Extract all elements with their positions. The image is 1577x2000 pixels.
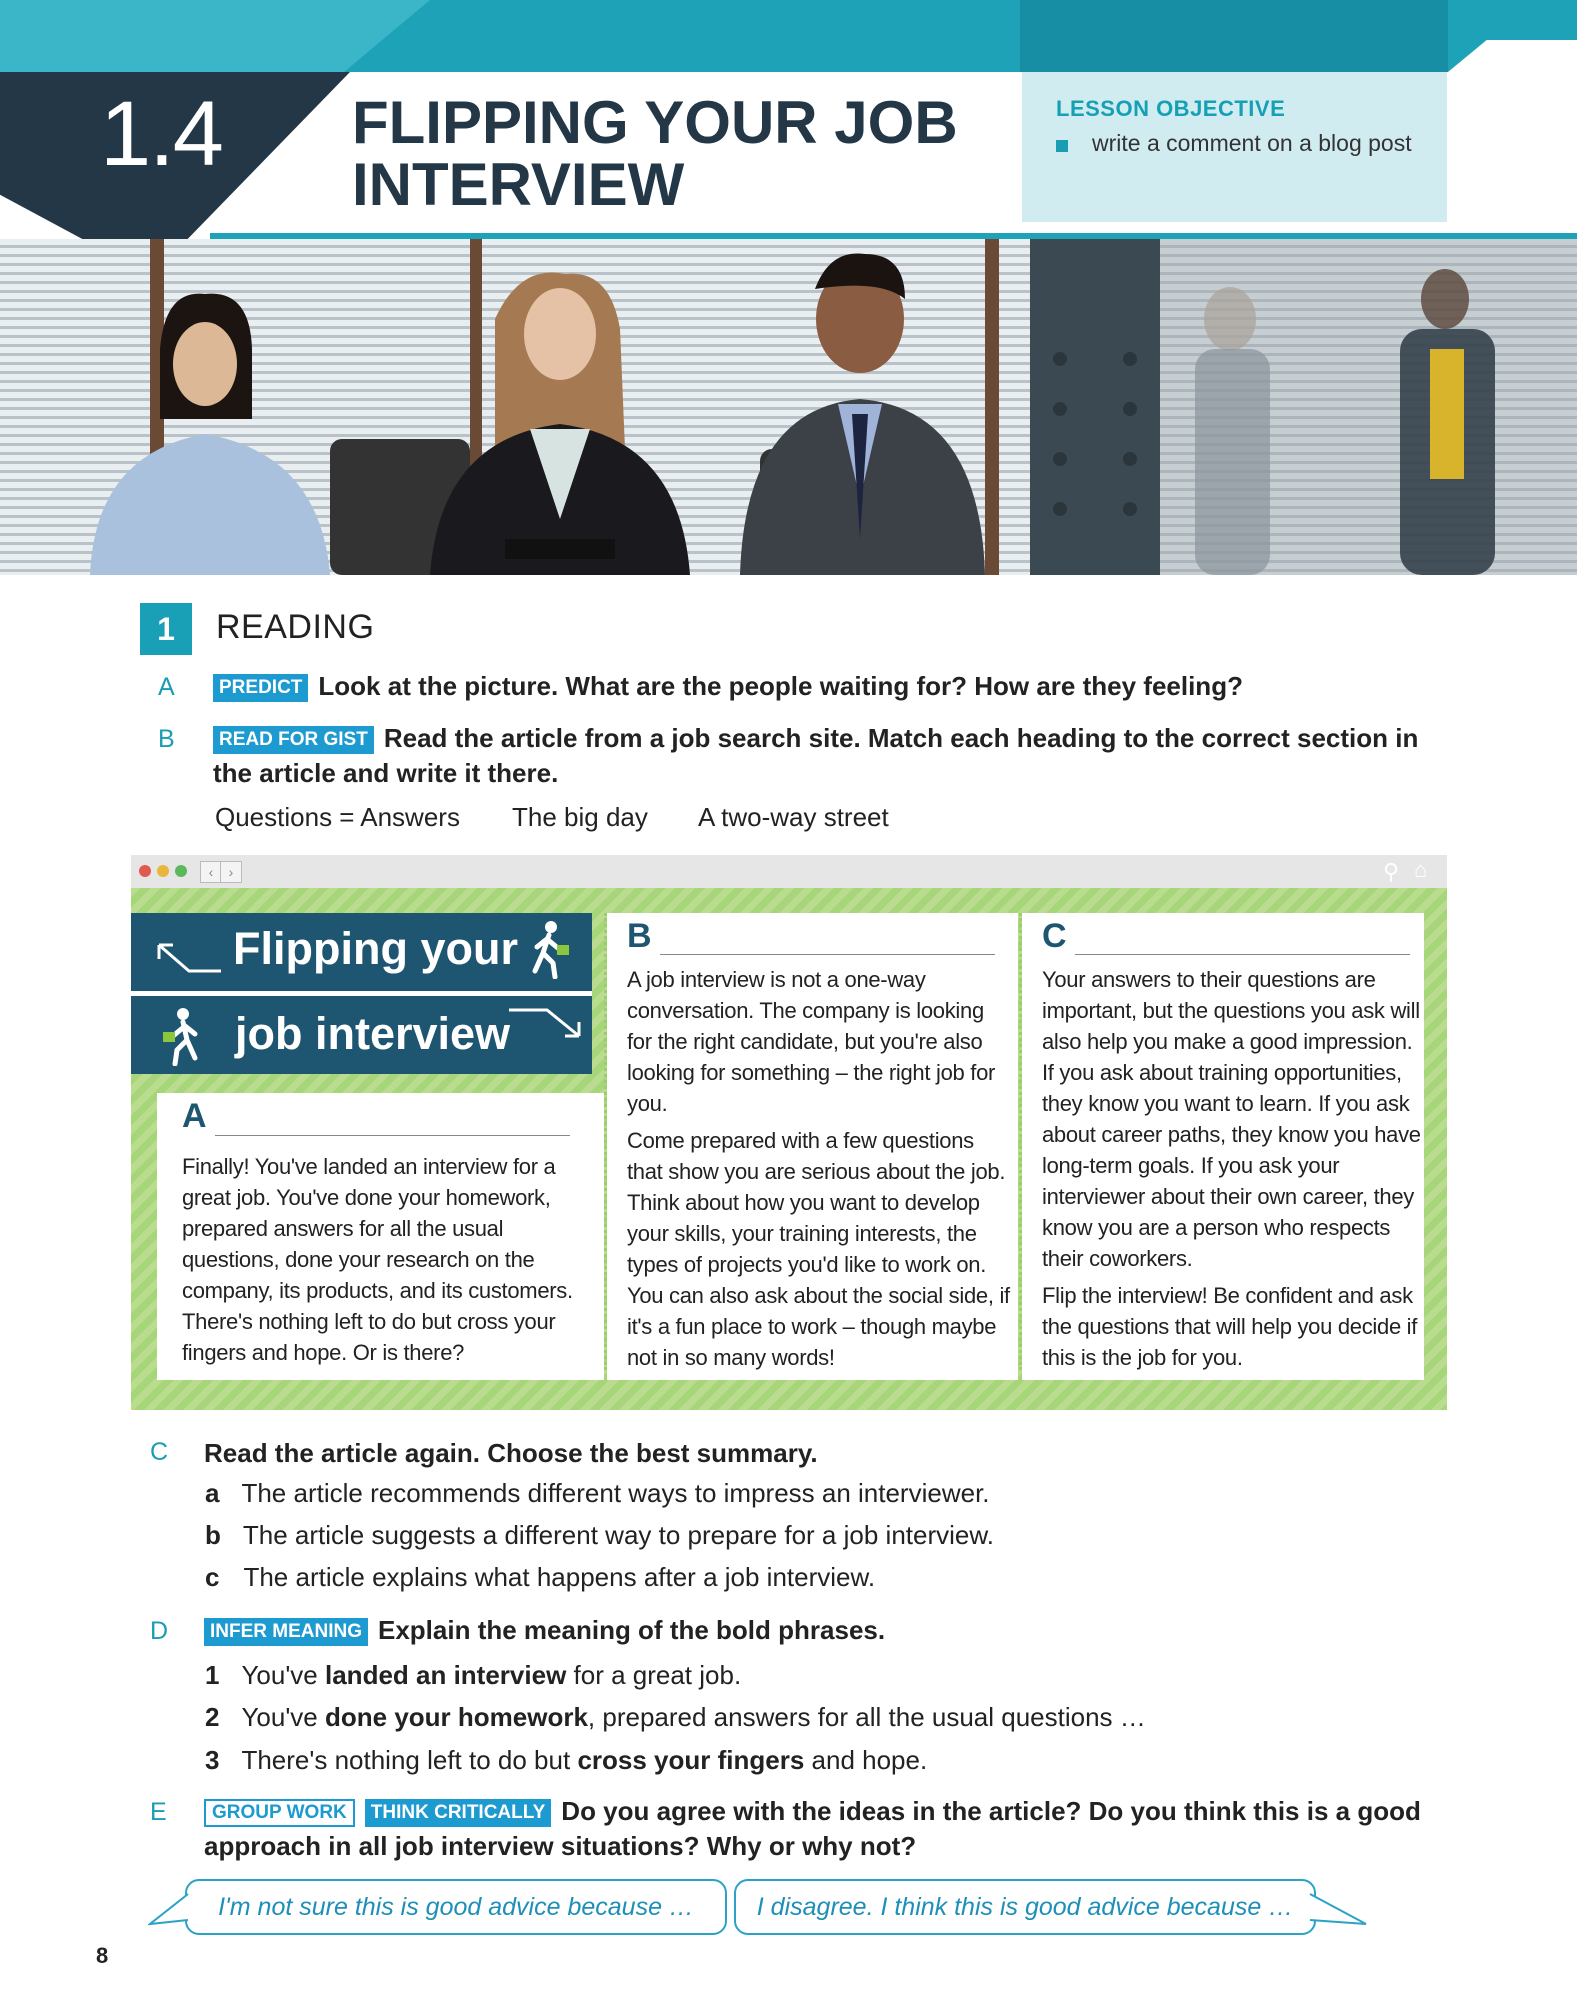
heading-option-2: The big day bbox=[512, 802, 648, 832]
column-c-heading-blank bbox=[1075, 954, 1410, 955]
task-b-text: Read the article from a job search site. Match each heading to the correct section in the article and write it there. bbox=[213, 723, 1419, 788]
window-close-dot bbox=[139, 865, 151, 877]
bold-phrase: landed an interview bbox=[325, 1660, 567, 1690]
heading-option-3: A two-way street bbox=[698, 802, 889, 832]
summary-option bbox=[205, 1478, 990, 1509]
article-title-line2: job interview bbox=[235, 1008, 511, 1059]
speech-bubble: I disagree. I think this is good advice because … bbox=[734, 1879, 1316, 1935]
option-text: The article recommends different ways to impress an interviewer. bbox=[241, 1478, 990, 1508]
arrow-down-right-icon bbox=[507, 1004, 587, 1044]
task-d-text-bold: bold bbox=[716, 1615, 771, 1645]
column-b-text bbox=[627, 964, 1012, 1379]
column-c-label: C bbox=[1042, 917, 1067, 955]
task-c-letter: C bbox=[150, 1438, 169, 1466]
column-a-label: A bbox=[182, 1097, 207, 1135]
item-number: 2 bbox=[205, 1702, 220, 1732]
article-column-c bbox=[1022, 913, 1424, 1380]
speech-bubble: I'm not sure this is good advice because … bbox=[185, 1879, 727, 1935]
speech-bubble-tail bbox=[148, 1890, 198, 1930]
phrase-item bbox=[205, 1660, 741, 1691]
search-icon: ⚲ bbox=[1383, 859, 1400, 884]
item-number: 3 bbox=[205, 1745, 220, 1775]
section-number: 1 bbox=[140, 603, 192, 655]
column-b-heading-blank bbox=[660, 954, 995, 955]
heading-option-1: Questions = Answers bbox=[215, 802, 460, 832]
task-a-text: Look at the picture. What are the people waiting for? How are they feeling? bbox=[318, 671, 1243, 701]
column-c-paragraph-1: Your answers to their questions are important, but the questions you ask will also help you make a good impression. If you ask about training opportunities, they know you want to learn. If you ask about career paths, they know you have long-term goals. If you ask your interviewer about their own career, they know you are a person who respects their coworkers. bbox=[1042, 967, 1421, 1271]
back-arrow-icon: ‹ bbox=[200, 861, 222, 883]
bold-phrase: cross your fingers bbox=[577, 1745, 805, 1775]
column-b-paragraph-2: Come prepared with a few questions that show you are serious about the job. Think about how you want to develop your skills, your training interests, the types of projects you'd like to work on. You can also ask about the social side, if it's a fun place to work – though maybe not in so many words! bbox=[627, 1128, 1010, 1370]
phrase-item bbox=[205, 1745, 927, 1776]
column-a-paragraph-1: Finally! You've landed an interview for a great job. You've done your homework, prepared answers for all the usual questions, done your research on the company, its products, and its customers. There's nothing left to do but cross your fingers and hope. Or is there? bbox=[182, 1154, 573, 1365]
predict-tag: PREDICT bbox=[213, 674, 308, 702]
bold-phrase: done your homework bbox=[325, 1702, 588, 1732]
article-title-banner-2 bbox=[131, 996, 592, 1074]
column-b-paragraph-1: A job interview is not a one-way conversation. The company is looking for the right candidate, but you're also looking for something – the right job for you. bbox=[627, 967, 996, 1116]
lesson-objective-heading: LESSON OBJECTIVE bbox=[1056, 96, 1286, 121]
walking-person-icon bbox=[159, 1006, 209, 1066]
speech-bubble-tail bbox=[1300, 1890, 1370, 1930]
task-d-text-pre: Explain the meaning of the bbox=[378, 1615, 717, 1645]
task-e-letter: E bbox=[150, 1798, 167, 1826]
option-key: c bbox=[205, 1562, 220, 1592]
window-minimize-dot bbox=[157, 865, 169, 877]
lesson-title-line2: INTERVIEW bbox=[352, 151, 685, 218]
walking-person-icon bbox=[523, 919, 573, 979]
item-text: , prepared answers for all the usual questions … bbox=[587, 1702, 1146, 1732]
task-a bbox=[213, 669, 1413, 704]
column-a-text bbox=[182, 1151, 592, 1374]
task-b bbox=[213, 721, 1423, 791]
window-maximize-dot bbox=[175, 865, 187, 877]
option-text: The article explains what happens after a job interview. bbox=[243, 1562, 876, 1592]
section-title: READING bbox=[216, 608, 375, 646]
item-text: You've bbox=[241, 1702, 325, 1732]
article-title-banner-1 bbox=[131, 913, 592, 996]
infer-meaning-tag: INFER MEANING bbox=[204, 1618, 368, 1646]
forward-arrow-icon: › bbox=[220, 861, 242, 883]
column-a-heading-blank bbox=[215, 1135, 570, 1136]
option-text: The article suggests a different way to prepare for a job interview. bbox=[242, 1520, 994, 1550]
task-e bbox=[204, 1794, 1444, 1864]
column-c-text bbox=[1042, 964, 1422, 1379]
arrow-up-left-icon bbox=[153, 939, 223, 979]
task-a-letter: A bbox=[158, 673, 175, 701]
column-c-paragraph-2: Flip the interview! Be confident and ask the questions that will help you decide if this is the job for you. bbox=[1042, 1283, 1418, 1370]
article-title-line1: Flipping your bbox=[233, 923, 518, 974]
article-column-b bbox=[607, 913, 1018, 1380]
group-work-tag: GROUP WORK bbox=[204, 1799, 355, 1827]
item-number: 1 bbox=[205, 1660, 220, 1690]
page-number: 8 bbox=[96, 1943, 109, 1968]
option-key: a bbox=[205, 1478, 220, 1508]
task-c-text: Read the article again. Choose the best summary. bbox=[204, 1438, 818, 1468]
lesson-title-line1: FLIPPING YOUR JOB bbox=[352, 89, 958, 156]
task-d-text-post: phrases. bbox=[770, 1615, 886, 1645]
item-text: You've bbox=[241, 1660, 325, 1690]
phrase-item bbox=[205, 1702, 1146, 1733]
objective-bullet-icon bbox=[1056, 140, 1068, 152]
article-column-a bbox=[157, 1093, 604, 1380]
summary-option bbox=[205, 1562, 875, 1593]
task-e-text: Do you agree with the ideas in the article? Do you think this is a good approach in all job interview situations? Why or why not? bbox=[204, 1796, 1421, 1861]
task-b-letter: B bbox=[158, 725, 175, 753]
task-d bbox=[204, 1613, 885, 1648]
item-text: and hope. bbox=[804, 1745, 928, 1775]
read-for-gist-tag: READ FOR GIST bbox=[213, 726, 374, 754]
lesson-title bbox=[352, 89, 992, 218]
lesson-number: 1.4 bbox=[100, 83, 222, 185]
column-b-label: B bbox=[627, 917, 652, 955]
lesson-objective-text: write a comment on a blog post bbox=[1092, 130, 1412, 156]
item-text: There's nothing left to do but bbox=[241, 1745, 578, 1775]
browser-toolbar bbox=[131, 855, 1447, 888]
top-band-dark bbox=[1020, 0, 1448, 72]
photo-illustration bbox=[0, 239, 1577, 575]
think-critically-tag: THINK CRITICALLY bbox=[365, 1799, 552, 1827]
lesson-photo bbox=[0, 239, 1577, 575]
task-d-letter: D bbox=[150, 1617, 169, 1645]
item-text: for a great job. bbox=[566, 1660, 742, 1690]
summary-option bbox=[205, 1520, 994, 1551]
option-key: b bbox=[205, 1520, 221, 1550]
home-icon: ⌂ bbox=[1414, 857, 1428, 882]
